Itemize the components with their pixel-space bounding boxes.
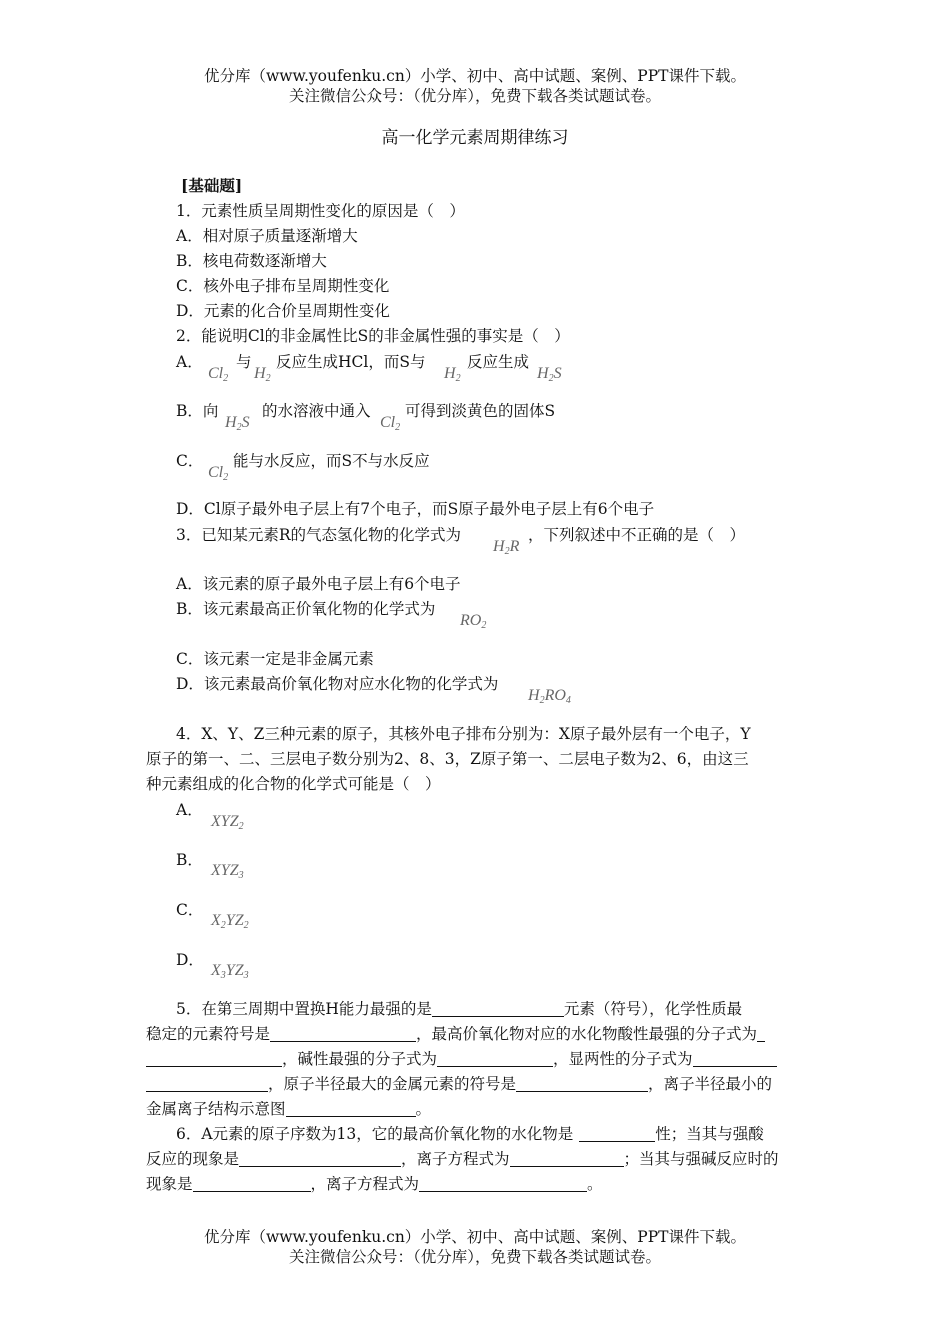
q2-option-a-text-1: 与 — [236, 353, 252, 371]
q4-option-a: A． — [176, 801, 203, 819]
answer-blank[interactable] — [437, 1050, 553, 1067]
q5-text: 元素（符号），化学性质最 — [563, 1000, 743, 1018]
q5-text: ，碱性最强的分子式为 — [282, 1050, 438, 1068]
formula-xyz2: $XYZ_2$ — [211, 813, 244, 832]
q5-line-3 — [146, 1049, 777, 1069]
q3-stem-b: ，下列叙述中不正确的是（ ） — [528, 526, 746, 544]
q2-stem: 2．能说明Cl的非金属性比S的非金属性强的事实是（ ） — [176, 327, 570, 345]
answer-blank[interactable] — [693, 1050, 777, 1067]
q4-line-2: 原子的第一、二、三层电子数分别为2、8、3，Z原子第一、二层电子数为2、6，由这三 — [146, 750, 749, 768]
formula-h2: $H_2$ — [444, 365, 461, 384]
q2-option-d: D．Cl原子最外电子层上有7个电子，而S原子最外电子层上有6个电子 — [176, 500, 655, 518]
header-line-1: 优分库（www.youfenku.cn）小学、初中、高中试题、案例、PPT课件下载。 — [203, 67, 747, 85]
q4-option-b: B． — [176, 851, 203, 869]
q1-option-d: D．元素的化合价呈周期性变化 — [176, 302, 390, 320]
q5-text: ，离子半径最小的 — [648, 1075, 773, 1093]
formula-h2ro4: $H_2RO_4$ — [528, 687, 571, 706]
q6-text: 。 — [587, 1175, 603, 1193]
q4-option-d: D． — [176, 951, 204, 969]
answer-blank[interactable] — [270, 1025, 416, 1042]
answer-blank[interactable] — [757, 1025, 765, 1042]
formula-x2yz2: $X_2YZ_2$ — [211, 912, 249, 931]
q3-stem-a: 3．已知某元素R的气态氢化物的化学式为 — [176, 526, 462, 544]
formula-cl2: $Cl_2$ — [208, 365, 229, 384]
q6-line-3 — [146, 1174, 603, 1194]
formula-cl2: $Cl_2$ — [208, 464, 229, 483]
q6-text: 性；当其与强酸 — [655, 1125, 764, 1143]
q2-option-a-prefix: A． — [176, 353, 203, 371]
header-line-2: 关注微信公众号：（优分库），免费下载各类试题试卷。 — [288, 87, 661, 105]
q2-option-a-text-3: 反应生成 — [467, 353, 530, 371]
answer-blank[interactable] — [516, 1075, 648, 1092]
q2-option-a-text-2: 反应生成HCl，而S与 — [276, 353, 426, 371]
q2-option-c-text: 能与水反应，而S不与水反应 — [233, 452, 430, 470]
q1-option-c: C．核外电子排布呈周期性变化 — [176, 277, 390, 295]
q5-text: 。 — [415, 1100, 432, 1118]
q5-text: ，最高价氧化物对应的水化物酸性最强的分子式为 — [416, 1025, 758, 1043]
page-title: 高一化学元素周期律练习 — [381, 128, 569, 148]
q2-option-c-prefix: C． — [176, 452, 204, 470]
q5-line-5 — [146, 1099, 431, 1119]
q3-option-a: A．该元素的原子最外电子层上有6个电子 — [176, 575, 461, 593]
formula-cl2: $Cl_2$ — [380, 414, 401, 433]
q5-line-1 — [176, 999, 742, 1019]
q5-line-2 — [146, 1024, 765, 1044]
q1-option-a: A．相对原子质量逐渐增大 — [176, 227, 358, 245]
q5-text: ，显两性的分子式为 — [553, 1050, 693, 1068]
answer-blank[interactable] — [146, 1075, 268, 1092]
q3-option-d: D．该元素最高价氧化物对应水化物的化学式为 — [176, 675, 499, 693]
q6-text: 反应的现象是 — [146, 1150, 240, 1168]
footer-line-1: 优分库（www.youfenku.cn）小学、初中、高中试题、案例、PPT课件下载。 — [203, 1228, 747, 1246]
footer-line-2: 关注微信公众号：（优分库），免费下载各类试题试卷。 — [288, 1248, 661, 1266]
q1-stem: 1．元素性质呈周期性变化的原因是（ ） — [176, 202, 465, 220]
formula-h2r: $H_2R$ — [493, 538, 520, 557]
q6-text: 6．A元素的原子序数为13，它的最高价氧化物的水化物是 — [176, 1125, 574, 1143]
formula-h2: $H_2$ — [254, 365, 271, 384]
q5-text: 5．在第三周期中置换H能力最强的是 — [176, 1000, 432, 1018]
answer-blank[interactable] — [432, 1000, 564, 1017]
q5-text: 稳定的元素符号是 — [146, 1025, 271, 1043]
formula-xyz3: $XYZ_3$ — [211, 862, 244, 881]
q1-option-b: B．核电荷数逐渐增大 — [176, 252, 327, 270]
q4-line-1: 4．X、Y、Z三种元素的原子，其核外电子排布分别为：X原子最外层有一个电子，Y — [176, 725, 751, 743]
q2-option-b-prefix: B．向 — [176, 402, 219, 420]
q6-line-1 — [176, 1124, 764, 1144]
q6-text: 现象是 — [146, 1175, 193, 1193]
answer-blank[interactable] — [579, 1125, 655, 1142]
q5-text: ，原子半径最大的金属元素的符号是 — [268, 1075, 517, 1093]
formula-x3yz3: $X_3YZ_3$ — [211, 962, 249, 981]
q5-line-4 — [146, 1074, 772, 1094]
answer-blank[interactable] — [193, 1175, 311, 1192]
q6-text: ，离子方程式为 — [401, 1150, 510, 1168]
answer-blank[interactable] — [239, 1150, 401, 1167]
q6-text: ；当其与强碱反应时的 — [623, 1150, 779, 1168]
q2-option-b-text-2: 可得到淡黄色的固体S — [405, 402, 556, 420]
answer-blank[interactable] — [146, 1050, 282, 1067]
answer-blank[interactable] — [286, 1100, 416, 1117]
q5-text: 金属离子结构示意图 — [146, 1100, 286, 1118]
answer-blank[interactable] — [419, 1175, 587, 1192]
formula-ro2: $RO_2$ — [460, 612, 487, 631]
section-heading: [基础题] — [181, 176, 243, 195]
q4-line-3: 种元素组成的化合物的化学式可能是（ ） — [146, 775, 441, 793]
q6-line-2 — [146, 1149, 779, 1169]
q2-option-b-text-1: 的水溶液中通入 — [262, 402, 371, 420]
q4-option-c: C． — [176, 901, 204, 919]
answer-blank[interactable] — [510, 1150, 624, 1167]
formula-h2s: $H_2S$ — [537, 365, 562, 384]
q3-option-b: B．该元素最高正价氧化物的化学式为 — [176, 600, 436, 618]
q6-text: ，离子方程式为 — [310, 1175, 420, 1193]
formula-h2s: $H_2S$ — [225, 414, 250, 433]
q3-option-c: C．该元素一定是非金属元素 — [176, 650, 374, 668]
